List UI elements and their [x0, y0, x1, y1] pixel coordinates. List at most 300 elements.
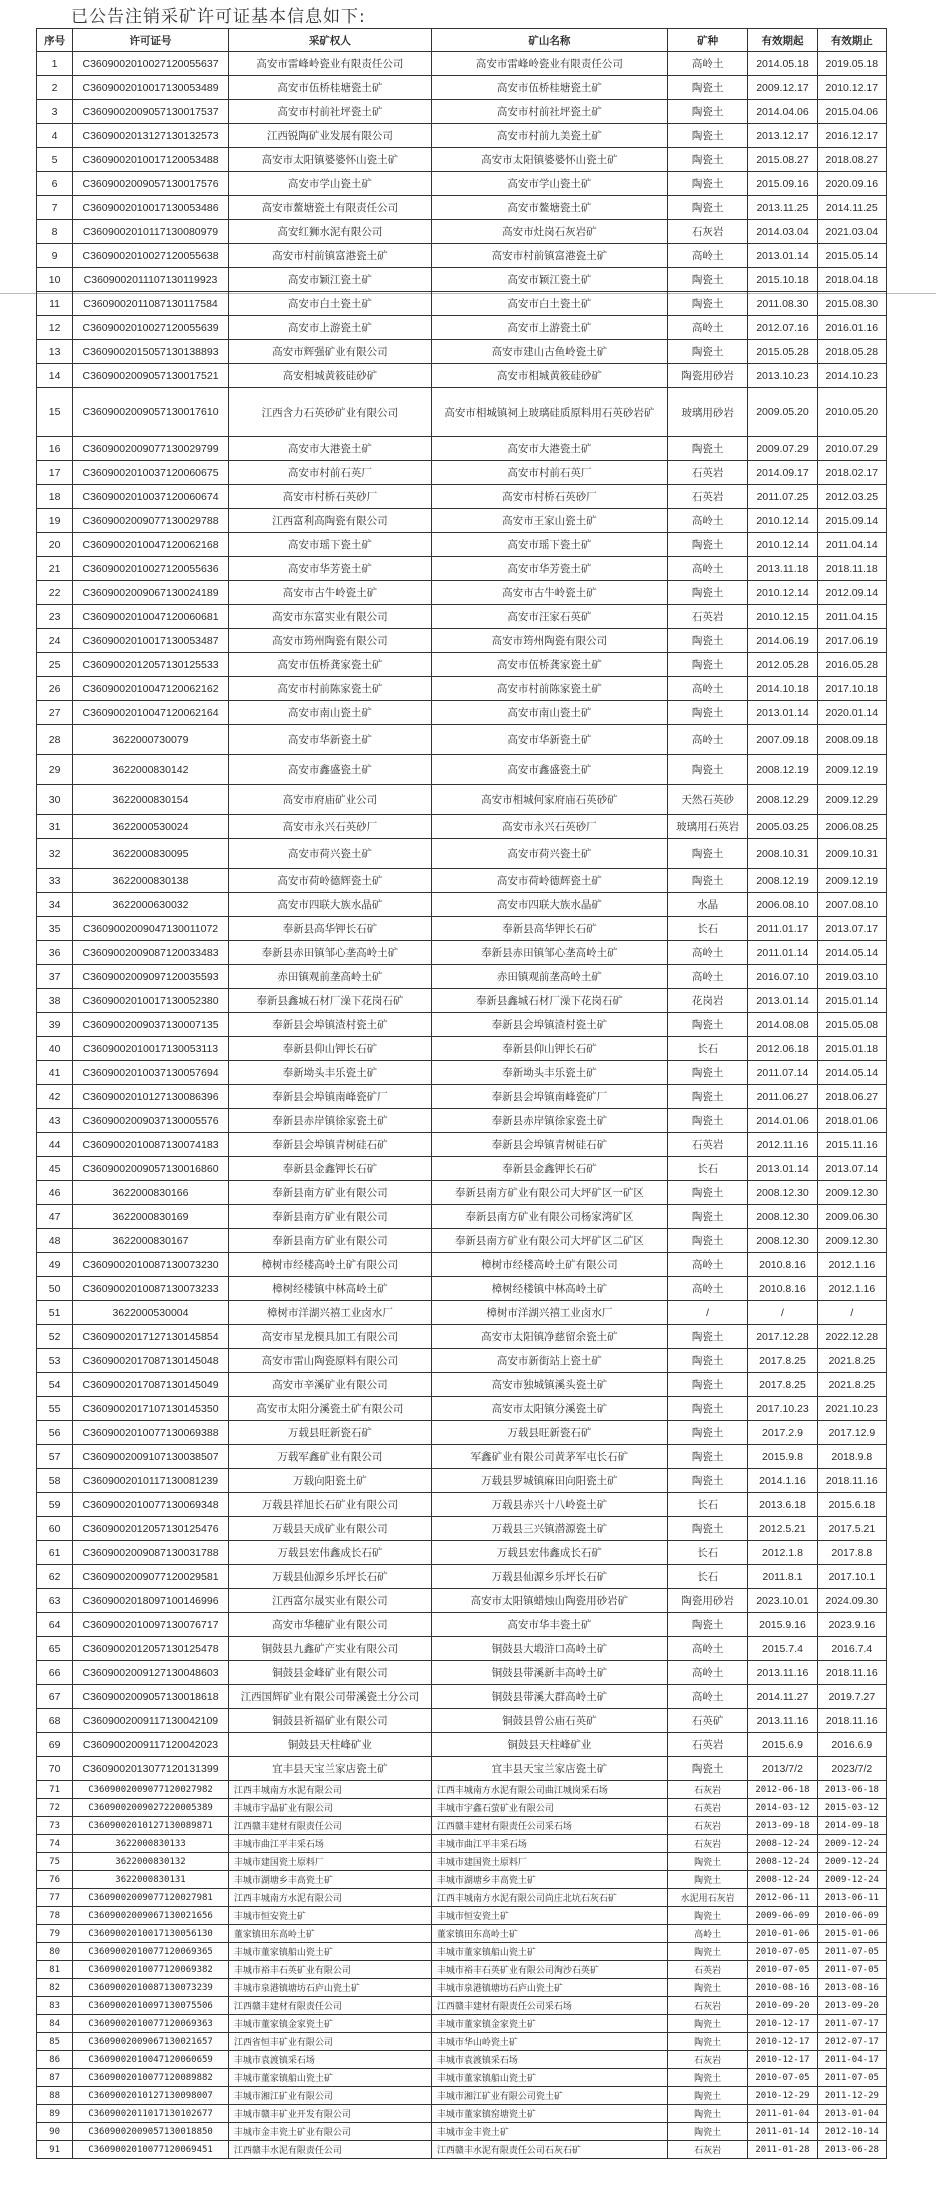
- cell-valid-from: 2008.12.19: [748, 755, 817, 785]
- cell-license-number: C3609002010047120060659: [73, 2051, 229, 2069]
- cell-license-number: C3609002009087130031788: [73, 1541, 229, 1565]
- cell-mine-name: 高安市鑫盛瓷土矿: [431, 755, 667, 785]
- cell-mine-name: 高安市南山瓷土矿: [431, 701, 667, 725]
- cell-mineral-type: 陶瓷土: [667, 2105, 747, 2123]
- cell-license-number: C3609002010117130080979: [73, 220, 229, 244]
- cell-valid-to: 2013.07.17: [817, 917, 886, 941]
- cell-mine-name: 铜鼓县曾公庙石英矿: [431, 1709, 667, 1733]
- cell-mineral-type: 陶瓷土: [667, 1943, 747, 1961]
- cell-valid-to: 2012.1.16: [817, 1277, 886, 1301]
- table-row: [37, 1997, 887, 2015]
- cell-mineral-type: 玻璃用石英岩: [667, 815, 747, 839]
- cell-mine-name: 丰城市湘江矿业有限公司瓷土矿: [431, 2087, 667, 2105]
- table-row: [37, 76, 887, 100]
- cell-row-number: 8: [37, 220, 73, 244]
- cell-mining-right-holder: 丰城市泉港镇塘坊石庐山瓷土矿: [228, 1979, 431, 1997]
- cell-row-number: 41: [37, 1061, 73, 1085]
- table-row: [37, 1373, 887, 1397]
- cell-mine-name: 高安市上游瓷土矿: [431, 316, 667, 340]
- cell-mining-right-holder: 高安市华芳瓷土矿: [228, 557, 431, 581]
- cell-valid-to: 2009-12-24: [817, 1835, 886, 1853]
- cell-mining-right-holder: 高安市南山瓷土矿: [228, 701, 431, 725]
- cell-license-number: C3609002012057130125476: [73, 1517, 229, 1541]
- cell-mineral-type: 石灰岩: [667, 1997, 747, 2015]
- cell-mining-right-holder: 丰城市袁渡镇采石场: [228, 2051, 431, 2069]
- table-row: [37, 196, 887, 220]
- cell-valid-from: 2007.09.18: [748, 725, 817, 755]
- cell-mine-name: 高安市古牛岭瓷土矿: [431, 581, 667, 605]
- table-row: [37, 1493, 887, 1517]
- cell-row-number: 62: [37, 1565, 73, 1589]
- table-row: [37, 557, 887, 581]
- cell-valid-to: 2018.02.17: [817, 461, 886, 485]
- table-row: [37, 1421, 887, 1445]
- cell-mineral-type: 高岭土: [667, 1925, 747, 1943]
- table-row: [37, 605, 887, 629]
- cell-mining-right-holder: 江西丰城南方水泥有限公司: [228, 1889, 431, 1907]
- cell-license-number: C3609002010027120055637: [73, 52, 229, 76]
- cell-row-number: 5: [37, 148, 73, 172]
- cell-license-number: C3609002009067130021656: [73, 1907, 229, 1925]
- cell-valid-from: 2014.10.18: [748, 677, 817, 701]
- cell-row-number: 27: [37, 701, 73, 725]
- cell-valid-to: 2021.03.04: [817, 220, 886, 244]
- cell-license-number: C3609002010017130056130: [73, 1925, 229, 1943]
- cell-mineral-type: 陶瓷土: [667, 1871, 747, 1889]
- cell-mine-name: 奉新县南方矿业有限公司杨家湾矿区: [431, 1205, 667, 1229]
- cell-valid-to: 2019.7.27: [817, 1685, 886, 1709]
- cell-mine-name: 樟树市经楼高岭土矿有限公司: [431, 1253, 667, 1277]
- cell-mine-name: 万载县赤兴十八岭瓷土矿: [431, 1493, 667, 1517]
- header-valid-from: 有效期起: [748, 29, 817, 52]
- cell-mine-name: 樟树经楼镇中林高岭土矿: [431, 1277, 667, 1301]
- cell-valid-to: 2015.05.08: [817, 1013, 886, 1037]
- cell-license-number: C3609002010047120062162: [73, 677, 229, 701]
- cell-row-number: 31: [37, 815, 73, 839]
- cell-row-number: 82: [37, 1979, 73, 1997]
- cell-valid-from: 2010.12.14: [748, 533, 817, 557]
- cell-mine-name: 奉新县鑫城石材厂澡下花岗石矿: [431, 989, 667, 1013]
- table-row: [37, 941, 887, 965]
- cell-valid-to: 2008.09.18: [817, 725, 886, 755]
- cell-mine-name: 高安市独城镇溪头瓷土矿: [431, 1373, 667, 1397]
- cell-valid-from: 2010.12.14: [748, 581, 817, 605]
- cell-valid-from: 2011.01.17: [748, 917, 817, 941]
- cell-row-number: 12: [37, 316, 73, 340]
- table-row: [37, 52, 887, 76]
- cell-license-number: 3622000830095: [73, 839, 229, 869]
- header-valid-to: 有效期止: [817, 29, 886, 52]
- cell-valid-to: 2016.12.17: [817, 124, 886, 148]
- table-row: [37, 1907, 887, 1925]
- cell-valid-to: 2020.01.14: [817, 701, 886, 725]
- cell-mine-name: 铜鼓县带溪大群高岭土矿: [431, 1685, 667, 1709]
- cell-row-number: 64: [37, 1613, 73, 1637]
- cell-valid-from: 2010-12-17: [748, 2033, 817, 2051]
- cell-mineral-type: 长石: [667, 1037, 747, 1061]
- cell-valid-to: 2012-10-14: [817, 2123, 886, 2141]
- cell-license-number: 3622000530004: [73, 1301, 229, 1325]
- cell-mine-name: 铜鼓县天柱峰矿业: [431, 1733, 667, 1757]
- cell-valid-to: 2006.08.25: [817, 815, 886, 839]
- cell-valid-from: 2013.10.23: [748, 364, 817, 388]
- cell-mine-name: 高安市学山瓷土矿: [431, 172, 667, 196]
- cell-license-number: C3609002010087130074183: [73, 1133, 229, 1157]
- cell-row-number: 91: [37, 2141, 73, 2159]
- cell-license-number: C3609002010087130073239: [73, 1979, 229, 1997]
- cell-license-number: C3609002009027220005389: [73, 1799, 229, 1817]
- cell-valid-from: 2010-12-17: [748, 2015, 817, 2033]
- cell-valid-from: 2011.01.14: [748, 941, 817, 965]
- table-row: [37, 755, 887, 785]
- cell-valid-from: 2012-06-18: [748, 1781, 817, 1799]
- table-row: [37, 1661, 887, 1685]
- cell-valid-from: 2012.07.16: [748, 316, 817, 340]
- cell-mineral-type: 陶瓷土: [667, 172, 747, 196]
- cell-row-number: 59: [37, 1493, 73, 1517]
- cell-mine-name: 铜鼓县大塅浒口高岭土矿: [431, 1637, 667, 1661]
- cell-row-number: 79: [37, 1925, 73, 1943]
- cell-row-number: 89: [37, 2105, 73, 2123]
- cell-license-number: C3609002011087130117584: [73, 292, 229, 316]
- cell-mining-right-holder: 宜丰县天宝兰家店瓷土矿: [228, 1757, 431, 1781]
- table-row: [37, 2105, 887, 2123]
- cell-mining-right-holder: 奉新县会埠镇南峰瓷矿厂: [228, 1085, 431, 1109]
- cell-row-number: 37: [37, 965, 73, 989]
- table-row: [37, 1637, 887, 1661]
- cell-mining-right-holder: 丰城市董家镇金家瓷土矿: [228, 2015, 431, 2033]
- cell-row-number: 35: [37, 917, 73, 941]
- cell-valid-to: 2011-07-05: [817, 1943, 886, 1961]
- cell-valid-to: 2018.11.16: [817, 1469, 886, 1493]
- cell-license-number: C3609002010077130069348: [73, 1493, 229, 1517]
- cell-license-number: C3609002009117120042023: [73, 1733, 229, 1757]
- cell-mine-name: 江西赣丰建材有限责任公司采石场: [431, 1997, 667, 2015]
- cell-license-number: 3622000830154: [73, 785, 229, 815]
- cell-valid-from: 2013.6.18: [748, 1493, 817, 1517]
- cell-mining-right-holder: 江西赣丰建材有限责任公司: [228, 1997, 431, 2015]
- cell-mine-name: 丰城市建国瓷土原料厂: [431, 1853, 667, 1871]
- cell-mine-name: 奉新县会埠镇渣村瓷土矿: [431, 1013, 667, 1037]
- cell-mine-name: 高安市村前石英厂: [431, 461, 667, 485]
- cell-valid-from: 2008.12.19: [748, 869, 817, 893]
- cell-row-number: 81: [37, 1961, 73, 1979]
- cell-mineral-type: 陶瓷土: [667, 292, 747, 316]
- cell-mineral-type: 长石: [667, 917, 747, 941]
- table-row: [37, 893, 887, 917]
- cell-license-number: C3609002017127130145854: [73, 1325, 229, 1349]
- cell-mining-right-holder: 高安市村前陈家瓷土矿: [228, 677, 431, 701]
- cell-valid-from: 2012.05.28: [748, 653, 817, 677]
- cell-mining-right-holder: 铜鼓县天柱峰矿业: [228, 1733, 431, 1757]
- cell-license-number: C3609002010017120053488: [73, 148, 229, 172]
- cell-mine-name: 丰城市华山岭瓷土矿: [431, 2033, 667, 2051]
- cell-mining-right-holder: 高安市辛溪矿业有限公司: [228, 1373, 431, 1397]
- table-row: [37, 629, 887, 653]
- cell-row-number: 46: [37, 1181, 73, 1205]
- cell-license-number: C3609002009097120035593: [73, 965, 229, 989]
- cell-valid-to: 2009-12-24: [817, 1853, 886, 1871]
- cell-mineral-type: 高岭土: [667, 509, 747, 533]
- cell-license-number: 3622000830169: [73, 1205, 229, 1229]
- cell-row-number: 18: [37, 485, 73, 509]
- cell-mine-name: 万载县宏伟鑫成长石矿: [431, 1541, 667, 1565]
- table-row: [37, 1565, 887, 1589]
- cell-mine-name: 奉新坳头丰乐瓷土矿: [431, 1061, 667, 1085]
- cell-valid-from: 2014.09.17: [748, 461, 817, 485]
- cell-valid-from: 2014.03.04: [748, 220, 817, 244]
- cell-mine-name: 江西赣丰建材有限责任公司采石场: [431, 1817, 667, 1835]
- table-row: [37, 1277, 887, 1301]
- cell-valid-from: 2012.11.16: [748, 1133, 817, 1157]
- table-row: [37, 437, 887, 461]
- table-row: [37, 509, 887, 533]
- cell-row-number: 77: [37, 1889, 73, 1907]
- cell-mineral-type: 陶瓷土: [667, 1325, 747, 1349]
- cell-mine-name: 万载县旺新瓷石矿: [431, 1421, 667, 1445]
- cell-mineral-type: 陶瓷土: [667, 1421, 747, 1445]
- cell-mineral-type: 石灰岩: [667, 1781, 747, 1799]
- cell-mine-name: 丰城市董家镇金家瓷土矿: [431, 2015, 667, 2033]
- cell-valid-to: 2010-06-09: [817, 1907, 886, 1925]
- cell-license-number: C3609002009057130018850: [73, 2123, 229, 2141]
- cell-row-number: 1: [37, 52, 73, 76]
- cell-valid-from: 2016.07.10: [748, 965, 817, 989]
- cell-mineral-type: 石灰岩: [667, 1835, 747, 1853]
- cell-mine-name: 江西赣丰水泥有限责任公司石灰石矿: [431, 2141, 667, 2159]
- cell-mineral-type: 石灰岩: [667, 220, 747, 244]
- cell-mineral-type: 陶瓷土: [667, 839, 747, 869]
- cell-mining-right-holder: 江西赣丰建材有限责任公司: [228, 1817, 431, 1835]
- table-row: [37, 1979, 887, 1997]
- cell-row-number: 65: [37, 1637, 73, 1661]
- cell-mine-name: 高安市四联大族水晶矿: [431, 893, 667, 917]
- cell-mineral-type: 陶瓷土: [667, 869, 747, 893]
- table-row: [37, 1061, 887, 1085]
- cell-valid-from: 2010-12-29: [748, 2087, 817, 2105]
- cell-row-number: 38: [37, 989, 73, 1013]
- table-row: [37, 1229, 887, 1253]
- cell-license-number: C3609002009127130048603: [73, 1661, 229, 1685]
- cell-valid-to: 2013-09-20: [817, 1997, 886, 2015]
- header-mining-right-holder: 采矿权人: [228, 29, 431, 52]
- cell-valid-from: 2009.07.29: [748, 437, 817, 461]
- table-row: [37, 989, 887, 1013]
- cell-valid-to: 2010.12.17: [817, 76, 886, 100]
- cell-row-number: 66: [37, 1661, 73, 1685]
- cell-license-number: C3609002011107130119923: [73, 268, 229, 292]
- cell-mineral-type: 陶瓷土: [667, 1085, 747, 1109]
- cell-mineral-type: 陶瓷土: [667, 340, 747, 364]
- cell-row-number: 24: [37, 629, 73, 653]
- cell-valid-from: 2008-12-24: [748, 1853, 817, 1871]
- cell-valid-to: 2009.12.30: [817, 1229, 886, 1253]
- cell-mining-right-holder: 高安市上游瓷土矿: [228, 316, 431, 340]
- cell-mine-name: 奉新县会埠镇青树硅石矿: [431, 1133, 667, 1157]
- cell-valid-to: 2010.05.20: [817, 388, 886, 437]
- cell-row-number: 57: [37, 1445, 73, 1469]
- cell-valid-to: 2011-07-05: [817, 2069, 886, 2087]
- cell-mining-right-holder: 高安市太阳镇婆婆怀山瓷土矿: [228, 148, 431, 172]
- cell-valid-from: 2008.12.30: [748, 1229, 817, 1253]
- cell-row-number: 15: [37, 388, 73, 437]
- table-row: [37, 148, 887, 172]
- cell-mineral-type: 花岗岩: [667, 989, 747, 1013]
- table-row: [37, 581, 887, 605]
- cell-valid-to: 2023/7/2: [817, 1757, 886, 1781]
- cell-license-number: C3609002017107130145350: [73, 1397, 229, 1421]
- cell-row-number: 90: [37, 2123, 73, 2141]
- cell-mining-right-holder: 丰城市董家镇船山瓷土矿: [228, 1943, 431, 1961]
- cell-mineral-type: 陶瓷土: [667, 2033, 747, 2051]
- cell-license-number: C3609002010087130073230: [73, 1253, 229, 1277]
- cell-license-number: C3609002010077120069382: [73, 1961, 229, 1979]
- cell-mine-name: 奉新县高华钾长石矿: [431, 917, 667, 941]
- cell-valid-from: 2010.8.16: [748, 1253, 817, 1277]
- cell-valid-to: 2013.07.14: [817, 1157, 886, 1181]
- cell-row-number: 34: [37, 893, 73, 917]
- cell-mineral-type: 陶瓷土: [667, 2015, 747, 2033]
- cell-row-number: 45: [37, 1157, 73, 1181]
- cell-mining-right-holder: 高安市华穗矿业有限公司: [228, 1613, 431, 1637]
- cell-row-number: 76: [37, 1871, 73, 1889]
- cell-mine-name: 高安市颖江瓷土矿: [431, 268, 667, 292]
- cell-mineral-type: 高岭土: [667, 941, 747, 965]
- cell-valid-to: 2015-01-06: [817, 1925, 886, 1943]
- cell-mining-right-holder: 奉新县南方矿业有限公司: [228, 1181, 431, 1205]
- cell-row-number: 51: [37, 1301, 73, 1325]
- cell-mining-right-holder: 高安市星龙模具加工有限公司: [228, 1325, 431, 1349]
- cell-valid-to: 2015.09.14: [817, 509, 886, 533]
- cell-mining-right-holder: 高安市白土瓷土矿: [228, 292, 431, 316]
- cell-mining-right-holder: 奉新县高华钾长石矿: [228, 917, 431, 941]
- cell-mineral-type: 陶瓷用砂岩: [667, 364, 747, 388]
- cell-valid-to: 2015.6.18: [817, 1493, 886, 1517]
- cell-mining-right-holder: 万载县仙源乡乐坪长石矿: [228, 1565, 431, 1589]
- cell-mine-name: 高安市太阳镇婆婆怀山瓷土矿: [431, 148, 667, 172]
- cell-license-number: C3609002009077120027982: [73, 1781, 229, 1799]
- cell-mine-name: 高安市新街站上瓷土矿: [431, 1349, 667, 1373]
- table-row: [37, 268, 887, 292]
- cell-mine-name: 高安市村前九美瓷土矿: [431, 124, 667, 148]
- cell-valid-to: 2015.08.30: [817, 292, 886, 316]
- cell-mining-right-holder: 万载军鑫矿业有限公司: [228, 1445, 431, 1469]
- cell-valid-from: 2011.8.1: [748, 1565, 817, 1589]
- cell-valid-to: 2021.10.23: [817, 1397, 886, 1421]
- cell-valid-to: 2014.05.14: [817, 941, 886, 965]
- cell-valid-to: 2016.05.28: [817, 653, 886, 677]
- cell-mineral-type: 石英岩: [667, 461, 747, 485]
- cell-valid-to: 2014.11.25: [817, 196, 886, 220]
- cell-mineral-type: 陶瓷土: [667, 1853, 747, 1871]
- cell-license-number: C3609002010097130076717: [73, 1613, 229, 1637]
- cell-mining-right-holder: 奉新县南方矿业有限公司: [228, 1205, 431, 1229]
- cell-mineral-type: 高岭土: [667, 1685, 747, 1709]
- table-row: [37, 1589, 887, 1613]
- cell-valid-to: 2013-01-04: [817, 2105, 886, 2123]
- cell-valid-from: 2015.9.8: [748, 1445, 817, 1469]
- table-row: [37, 100, 887, 124]
- cell-valid-to: 2017.12.9: [817, 1421, 886, 1445]
- cell-license-number: C3609002009077120027981: [73, 1889, 229, 1907]
- cell-valid-from: 2015.08.27: [748, 148, 817, 172]
- cell-mine-name: 高安市村前镇富港瓷土矿: [431, 244, 667, 268]
- cell-row-number: 83: [37, 1997, 73, 2015]
- cell-valid-to: 2009.12.29: [817, 785, 886, 815]
- cell-license-number: C3609002010077120069363: [73, 2015, 229, 2033]
- table-row: [37, 1253, 887, 1277]
- cell-mining-right-holder: 高安市雷峰岭瓷业有限责任公司: [228, 52, 431, 76]
- cell-valid-from: 2013.01.14: [748, 701, 817, 725]
- cell-mining-right-holder: 高安市伍桥桂塘瓷土矿: [228, 76, 431, 100]
- cell-valid-from: 2005.03.25: [748, 815, 817, 839]
- cell-mine-name: 奉新县仰山钾长石矿: [431, 1037, 667, 1061]
- cell-valid-from: 2010-07-05: [748, 1961, 817, 1979]
- cell-valid-from: 2011.08.30: [748, 292, 817, 316]
- cell-row-number: 84: [37, 2015, 73, 2033]
- cell-mine-name: 赤田镇观前垄高岭土矿: [431, 965, 667, 989]
- cell-valid-from: 2015.7.4: [748, 1637, 817, 1661]
- cell-valid-to: 2023.9.16: [817, 1613, 886, 1637]
- cell-license-number: 3622000830132: [73, 1853, 229, 1871]
- cell-valid-from: 2014-03-12: [748, 1799, 817, 1817]
- cell-valid-to: 2011.04.15: [817, 605, 886, 629]
- cell-row-number: 48: [37, 1229, 73, 1253]
- cell-valid-from: 2013-09-18: [748, 1817, 817, 1835]
- cell-mineral-type: 水晶: [667, 893, 747, 917]
- cell-mining-right-holder: 高安市鑫盛瓷土矿: [228, 755, 431, 785]
- cell-mineral-type: 陶瓷土: [667, 1109, 747, 1133]
- cell-mineral-type: 陶瓷土: [667, 533, 747, 557]
- cell-mining-right-holder: 高安市东富实业有限公司: [228, 605, 431, 629]
- cell-mine-name: 铜鼓县带溪新丰高岭土矿: [431, 1661, 667, 1685]
- table-row: [37, 1709, 887, 1733]
- cell-valid-from: 2006.08.10: [748, 893, 817, 917]
- table-row: [37, 701, 887, 725]
- cell-mineral-type: 高岭土: [667, 965, 747, 989]
- cell-row-number: 19: [37, 509, 73, 533]
- cell-row-number: 3: [37, 100, 73, 124]
- cell-license-number: C3609002011017130102677: [73, 2105, 229, 2123]
- cell-valid-from: /: [748, 1301, 817, 1325]
- cell-valid-to: 2011-07-05: [817, 1961, 886, 1979]
- cell-mining-right-holder: 高安市大港瓷土矿: [228, 437, 431, 461]
- cell-license-number: C3609002009077130029799: [73, 437, 229, 461]
- table-body: [37, 52, 887, 2159]
- cell-valid-from: 2017.2.9: [748, 1421, 817, 1445]
- cell-license-number: C3609002010037130057694: [73, 1061, 229, 1085]
- cell-valid-to: 2018.11.18: [817, 557, 886, 581]
- table-row: [37, 2069, 887, 2087]
- cell-mineral-type: 陶瓷土: [667, 1613, 747, 1637]
- cell-valid-from: 2009.12.17: [748, 76, 817, 100]
- cell-mining-right-holder: 奉新县会埠镇青树硅石矿: [228, 1133, 431, 1157]
- cell-license-number: 3622000830142: [73, 755, 229, 785]
- cell-license-number: C3609002009107130038507: [73, 1445, 229, 1469]
- cell-mining-right-holder: 奉新县南方矿业有限公司: [228, 1229, 431, 1253]
- table-row: [37, 1013, 887, 1037]
- cell-mining-right-holder: 奉新县会埠镇渣村瓷土矿: [228, 1013, 431, 1037]
- cell-mining-right-holder: 高安市颖江瓷土矿: [228, 268, 431, 292]
- cell-mineral-type: 陶瓷土: [667, 1061, 747, 1085]
- cell-license-number: C3609002017087130145049: [73, 1373, 229, 1397]
- cell-mineral-type: 陶瓷土: [667, 148, 747, 172]
- cell-license-number: C3609002009077120029581: [73, 1565, 229, 1589]
- table-row: [37, 1817, 887, 1835]
- cell-row-number: 13: [37, 340, 73, 364]
- cell-valid-from: 2011-01-04: [748, 2105, 817, 2123]
- cell-mineral-type: 陶瓷土: [667, 1013, 747, 1037]
